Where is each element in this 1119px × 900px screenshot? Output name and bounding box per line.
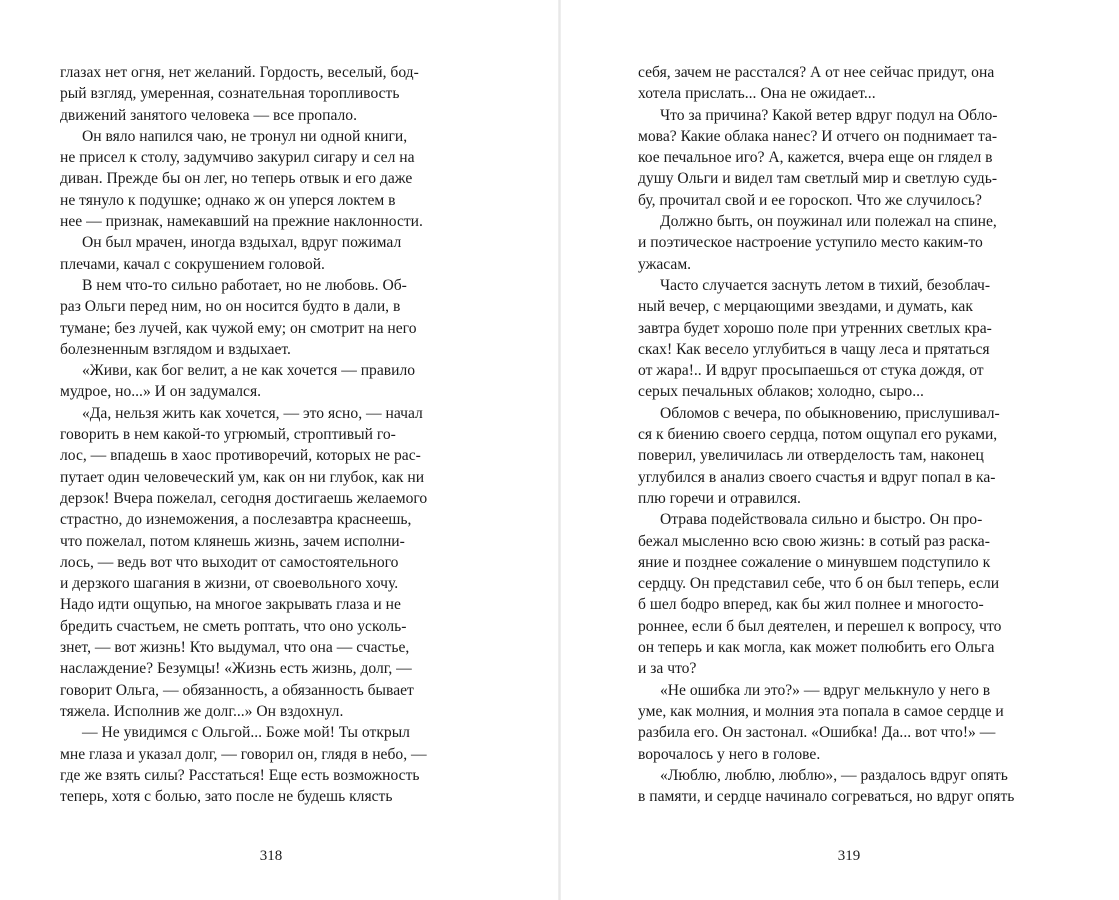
text-line: и дерзкого шагания в жизни, от своевольного хочу. [60, 575, 399, 593]
text-line: Отрава подействовала сильно и быстро. Он про- [660, 511, 983, 529]
text-line: Часто случается заснуть летом в тихий, безоблач- [660, 276, 991, 294]
text-line: в памяти, и сердце начинало согреваться, но вдруг опять [638, 788, 1015, 806]
text-line: бредить счастьем, не сметь роптать, что оно усколь- [60, 617, 407, 635]
text-line: бежал мысленно всю свою жизнь: в сотый раз раска- [638, 532, 990, 550]
text-line: «Люблю, люблю, люблю», — раздалось вдруг опять [660, 766, 1008, 784]
text-line: ный вечер, с мерцающими звездами, и думать, как [638, 298, 973, 316]
right-page-text [638, 62, 1061, 807]
text-line: нее — признак, намекавший на прежние наклонности. [60, 213, 423, 231]
text-line: говорит Ольга, — обязанность, а обязанность бывает [60, 681, 414, 699]
text-line: движений занятого человека — все пропало. [60, 106, 357, 124]
text-line: где же взять силы? Расстаться! Еще есть возможность [60, 766, 420, 784]
text-line: тяжела. Исполнив же долг...» Он вздохнул. [60, 702, 344, 720]
text-line: мне глаза и указал долг, — говорил он, глядя в небо, — [60, 745, 427, 763]
text-line: уме, как молния, и молния эта попала в самое сердце и [638, 702, 1004, 720]
text-line: лось, — ведь вот что выходит от самостоятельного [60, 553, 399, 571]
text-line: Что за причина? Какой ветер вдруг подул на Обло- [660, 106, 998, 124]
text-line: б шел бодро вперед, как бы жил полнее и многосто- [638, 596, 984, 614]
text-line: Он был мрачен, иногда вздыхал, вдруг пожимал [82, 234, 402, 252]
text-line: бу, прочитал свой и ее гороскоп. Что же случилось? [638, 191, 982, 209]
text-line: знет, — вот жизнь! Кто выдумал, что она — счастье, [60, 639, 410, 657]
text-line: наслаждение? Безумцы! «Жизнь есть жизнь, долг, — [60, 660, 412, 678]
text-line: ся к биению своего сердца, потом ощупал его руками, [638, 426, 998, 444]
text-line: Обломов с вечера, по обыкновению, прислушивал- [660, 404, 1000, 422]
text-line: от жара!.. И вдруг просыпаешься от стука дождя, от [638, 362, 984, 380]
text-line: углубился в анализ своего счастья и вдруг попал в ка- [638, 468, 996, 486]
text-line: ворочалось у него в голове. [638, 745, 821, 763]
text-line: лос, — впадешь в хаос противоречий, которых не рас- [60, 447, 421, 465]
text-line: душу Ольги и видел там светлый мир и светлую судь- [638, 170, 998, 188]
text-line: и за что? [638, 660, 697, 678]
text-line: не присел к столу, задумчиво закурил сигару и сел на [60, 149, 415, 167]
text-line: себя, зачем не расстался? А от нее сейчас придут, она [638, 64, 995, 81]
text-line: хотела прислать... Она не ожидает... [638, 85, 876, 103]
text-line: не тянуло к подушке; однако ж он уперся локтем в [60, 191, 396, 209]
left-page-text [60, 62, 483, 807]
text-line: страстно, до изнеможения, а послезавтра краснеешь, [60, 511, 412, 529]
text-line: серых печальных облаков; холодно, сыро... [638, 383, 924, 401]
text-line: — Не увидимся с Ольгой... Боже мой! Ты открыл [82, 724, 410, 742]
text-line: тумане; без лучей, как чужой ему; он смотрит на него [60, 319, 417, 337]
text-line: «Живи, как бог велит, а не как хочется — правило [82, 362, 416, 380]
text-line: что пожелал, потом клянешь жизнь, зачем исполни- [60, 532, 405, 550]
text-line: роннее, если б был деятелен, и перешел к вопросу, что [638, 617, 1002, 635]
text-line: кое печальное иго? А, кажется, вчера еще он глядел в [638, 149, 993, 167]
page-number-right: 319 [837, 848, 861, 864]
text-line: сках! Как весело углубиться в чащу леса и прятаться [638, 340, 990, 358]
text-line: теперь, хотя с болью, зато после не будешь клясть [60, 788, 393, 806]
text-line: диван. Прежде бы он лег, но теперь отвык и его даже [60, 170, 413, 188]
text-line: дерзок! Вчера пожелал, сегодня достигаешь желаемого [60, 489, 428, 507]
text-line: говорить в нем какой-то угрюмый, строптивый го- [60, 426, 396, 444]
text-line: мова? Какие облака нанес? И отчего он поднимает та- [638, 127, 998, 145]
right-page [560, 0, 1119, 900]
text-line: завтра будет хорошо поле при утренних светлых кра- [638, 319, 992, 337]
text-line: В нем что-то сильно работает, но не любовь. Об- [82, 276, 407, 294]
text-line: поверил, увеличилась ли отверделость там, наконец [638, 447, 984, 465]
text-line: и поэтическое настроение уступило место каким-то [638, 234, 983, 252]
text-line: глазах нет огня, нет желаний. Гордость, веселый, бод- [60, 64, 419, 81]
text-line: Должно быть, он поужинал или полежал на спине, [660, 213, 997, 231]
text-line: болезненным взглядом и вздыхает. [60, 340, 291, 358]
page-number-left: 318 [259, 848, 283, 864]
text-line: плю горечи и отравился. [638, 489, 801, 507]
text-line: путает один человеческий ум, как он ни глубок, как ни [60, 468, 425, 486]
text-line: разбила его. Он застонал. «Ошибка! Да... вот что!» — [638, 724, 996, 742]
text-line: ужасам. [638, 255, 692, 273]
text-line: «Да, нельзя жить как хочется, — это ясно, — начал [82, 404, 423, 422]
text-line: рый взгляд, умеренная, сознательная торопливость [60, 85, 400, 103]
text-line: плечами, качал с сокрушением головой. [60, 255, 325, 273]
text-line: раз Ольги перед ним, но он носится будто в дали, в [60, 298, 401, 316]
text-line: Он вяло напился чаю, не тронул ни одной книги, [82, 127, 408, 145]
text-line: Надо идти ощупью, на многое закрывать глаза и не [60, 596, 401, 614]
text-line: яние и позднее сожаление о минувшем подступило к [638, 553, 991, 571]
text-line: он теперь и как могла, как может полюбить его Ольга [638, 639, 995, 657]
text-line: мудрое, но...» И он задумался. [60, 383, 262, 401]
text-line: «Не ошибка ли это?» — вдруг мелькнуло у него в [660, 681, 991, 699]
left-page [0, 0, 559, 900]
text-line: сердцу. Он представил себе, что б он был теперь, если [638, 575, 1000, 593]
